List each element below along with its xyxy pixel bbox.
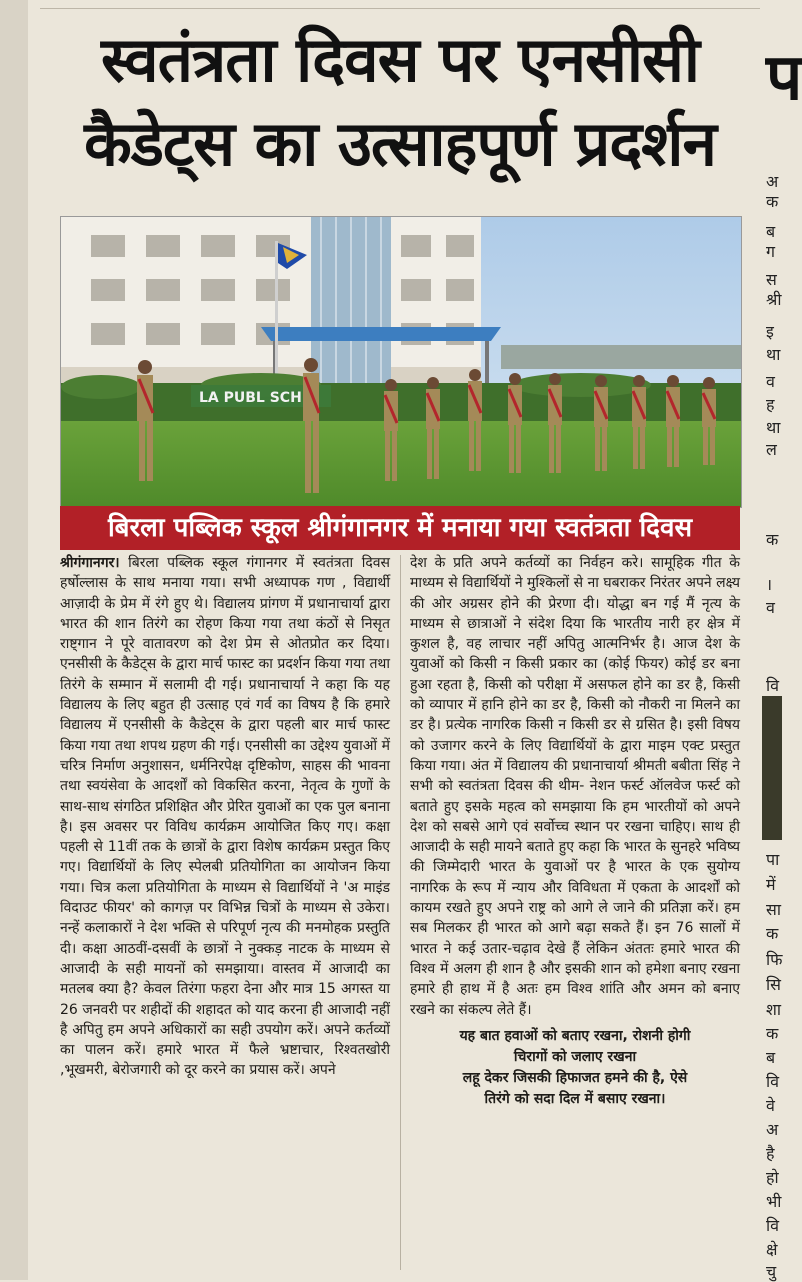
adjacent-text-fragment: श्री: [766, 290, 782, 309]
adjacent-text-fragment: वि: [766, 1072, 780, 1091]
adjacent-text-fragment: क: [766, 530, 779, 549]
article-headline: [50, 18, 750, 186]
adjacent-text-fragment: अ: [766, 172, 779, 191]
adjacent-text-fragment: क: [766, 1024, 779, 1043]
article-column-2: [410, 553, 740, 1110]
page-edge-strip: [0, 0, 28, 1280]
adjacent-text-fragment: में: [766, 875, 776, 894]
adjacent-text-fragment: सा: [766, 900, 781, 919]
adjacent-text-fragment: वे: [766, 1096, 775, 1115]
column-1-text: [60, 553, 390, 1081]
adjacent-text-fragment: क: [766, 192, 779, 211]
headline-line-2: कैडेट्स का उत्साहपूर्ण प्रदर्शन: [84, 107, 716, 180]
adjacent-text-fragment: था: [766, 345, 781, 364]
poem-line-2: चिरागों को जलाए रखना: [513, 1048, 637, 1065]
adjacent-text-fragment: था: [766, 418, 781, 437]
adjacent-text-fragment: वि: [766, 676, 780, 695]
cadet-figure: [137, 360, 153, 481]
adjacent-text-fragment: ग: [766, 242, 776, 261]
body-text-1: बिरला पब्लिक स्कूल गंगानगर में स्वतंत्रता दिवस हर्षोल्लास के साथ मनाया गया। सभी अध्यापक गण , विद्यार्थी आज़ादी के प्रेम में रंगे हुए थे। विद्यालय प्रांगण में प्रधानाचार्या द्वारा भारत की शान तिरंगे का रोहण किया गया तथा कंठों से निसृत राष्ट्गान ने पूरे वातावरण को देश प्रेम से ओतप्रोत कर दिया। एनसीसी के कैडेट्स के द्वारा मार्च फास्ट का प्रदर्शन किया गया तथा तिरंगे के सम्मान में सलामी दी गई। प्रधानाचार्या ने कहा कि यह विद्यालय के लिए बहुत ही उत्साह एवं गर्व का विषय है कि हमारे विद्यालय में एनसीसी के कैडेट्स के द्वारा पहली बार मार्च फास्ट किया गया तथा शपथ ग्रहण की गई। एनसीसी का उद्देश्य युवाओं में चरित्र निर्माण अनुशासन, धर्मनिरपेक्ष दृष्टिकोण, साहस की भावना तथा स्वयंसेवा के आदर्शों को विकसित करना, नेतृत्व के गुणों के साथ-साथ संगठित प्रशिक्षित और प्रेरित युवाओं का एक पुल बनाना है। इस अवसर पर विविध कार्यक्रम आयोजित किए गए। कक्षा पहली से 11वीं तक के छात्रों के द्वारा विशेष कार्यक्रम प्रस्तुत किए गए। विद्यार्थियों के लिए स्पेलबी प्रतियोगिता का आयोजन किया गया। चित्र कला प्रतियोगिता के माध्यम से विद्यार्थियों ने 'अ माइंड विदाउट फीयर' को कागज़ पर विभिन्न चित्रों के माध्यम से उकेरा। नन्हें कलाकारों ने देश भक्ति से परिपूर्ण नृत्य की मनमोहक प्रस्तुति दी। कक्षा आठवीं-दसवीं के छात्रों ने नुक्कड़ नाटक के माध्यम से आजादी के सही मायनों को समझाया। वास्तव में आजादी का मतलब क्या है? केवल तिरंगा फहरा देना और मात्र 15 अगस्त या 26 जनवरी पर शहीदों की शहादत को याद करना ही आजादी नहीं है अपितु हम अपने अधिकारों का सही उपयोग करें। अपने कर्तव्यों का पालन करें। हमारे भारत में फैले भ्रष्टाचार, रिश्वतखोरी ,भूखमरी, बेरोजगारी को दूर करने का प्रयास करें। अपने: [60, 555, 391, 1079]
adjacent-headline-fragment: प: [766, 41, 802, 115]
adjacent-text-fragment: ब: [766, 1048, 776, 1067]
adjacent-text-fragment: शा: [766, 1000, 782, 1019]
adjacent-text-fragment: व: [766, 372, 775, 391]
adjacent-text-fragment: क: [766, 924, 779, 943]
dateline: श्रीगंगानगर।: [60, 555, 120, 571]
adjacent-text-fragment: हो: [766, 1168, 779, 1187]
poem-line-3: लहू देकर जिसकी हिफाजत हमने की है, ऐसे: [462, 1069, 688, 1086]
adjacent-text-fragment: वि: [766, 1216, 780, 1235]
poem-line-4: तिरंगे को सदा दिल में बसाए रखना।: [484, 1090, 666, 1107]
body-text-2: देश के प्रति अपने कर्तव्यों का निर्वहन करे। सामूहिक गीत के माध्यम से विद्यार्थियों ने मुश्किलों से ना घबराकर निरंतर अपने लक्ष्य की ओर अग्रसर होने की प्रेरणा दी। योद्धा बन गई मैं नृत्य के माध्यम से छात्राओं ने संदेश दिया कि भारतीय नारी हर क्षेत्र में कुशल है, वह लाचार नहीं अपितु आत्मनिर्भर है। आज देश के युवाओं को किसी न किसी प्रकार का (कोई फियर) कोई डर बना हुआ रहता है, किसी को परीक्षा में असफल होने का डर है, किसी को व्यापार में हानि होने का डर है, किसी को नौकरी ना मिलने का डर है। प्रत्येक नागरिक किसी न किसी डर से ग्रसित है। इसी विषय को उजागर करने के लिए विद्यार्थियों के द्वारा माइम एक्ट प्रस्तुत किया गया। अंत में विद्यालय की प्रधानाचार्या श्रीमती बबीता सिंह ने सभी को स्वतंत्रता दिवस की थीम- नेशन फर्स्ट ऑलवेज फर्स्ट को बताते हुए इसके महत्व को समझाया कि हम भारतीयों को अपने देश को सबसे आगे एवं सर्वोच्च स्थान पर रखना चाहिए। साथ ही आजादी के सही मायने बताते हुए कहा कि भारत के सुनहरे भविष्य की जिम्मेदारी भारत के युवाओं पर है भारत के एक सुयोग्य नागरिक के रूप में न्याय और विविधता में एकता के आदर्शों को कायम रखते हुए अपने राष्ट्र को आगे ले जाने की प्रतिज्ञा करें। हम सब मिलकर ही भारत को आगे बढ़ा सकते हैं। इन 76 सालों में भारत ने कई उतार-चढ़ाव देखे हैं लेकिन अंततः हमारे भारत की विश्व में अलग ही शान है और इसकी शान को हमेशा बनाए रखना हमारे ही हाथ में है अतः हम विश्व शांति और अमन को बनाए रखने का संकल्प लेते हैं।: [410, 555, 740, 1018]
school-sign-text: LA PUBL SCH: [199, 390, 302, 406]
adjacent-text-fragment: ब: [766, 222, 776, 241]
adjacent-article-fragment: [752, 0, 802, 1281]
adjacent-text-fragment: इ: [766, 322, 774, 341]
adjacent-text-fragment: चु: [766, 1262, 777, 1281]
poem-line-1: यह बात हवाओं को बताए रखना, रोशनी होगी: [459, 1027, 691, 1044]
adjacent-text-fragment: व: [766, 598, 775, 617]
school-building: [61, 217, 501, 387]
adjacent-text-fragment: है: [766, 1144, 775, 1163]
cropped-top-text-line: [40, 0, 760, 9]
headline-line-1: स्वतंत्रता दिवस पर एनसीसी: [101, 23, 699, 96]
cadet-figure: [303, 358, 319, 493]
column-divider: [400, 555, 401, 1270]
article-photo: [60, 216, 742, 508]
adjacent-text-fragment: सि: [766, 975, 781, 994]
adjacent-text-fragment: ह: [766, 395, 775, 414]
adjacent-text-fragment: फि: [766, 950, 783, 969]
adjacent-text-fragment: स: [766, 270, 777, 289]
adjacent-text-fragment: पा: [766, 850, 780, 869]
adjacent-text-fragment: क्षे: [766, 1240, 778, 1259]
closing-poem: [410, 1026, 740, 1110]
adjacent-text-fragment: अ: [766, 1120, 779, 1139]
article-column-1: [60, 553, 390, 1081]
photo-caption: बिरला पब्लिक स्कूल श्रीगंगानगर में मनाया गया स्वतंत्रता दिवस: [60, 506, 740, 550]
adjacent-text-fragment: ल: [766, 440, 777, 459]
adjacent-text-fragment: भी: [766, 1192, 782, 1211]
adjacent-text-fragment: ।: [766, 575, 773, 594]
adjacent-photo-fragment: [762, 696, 782, 840]
